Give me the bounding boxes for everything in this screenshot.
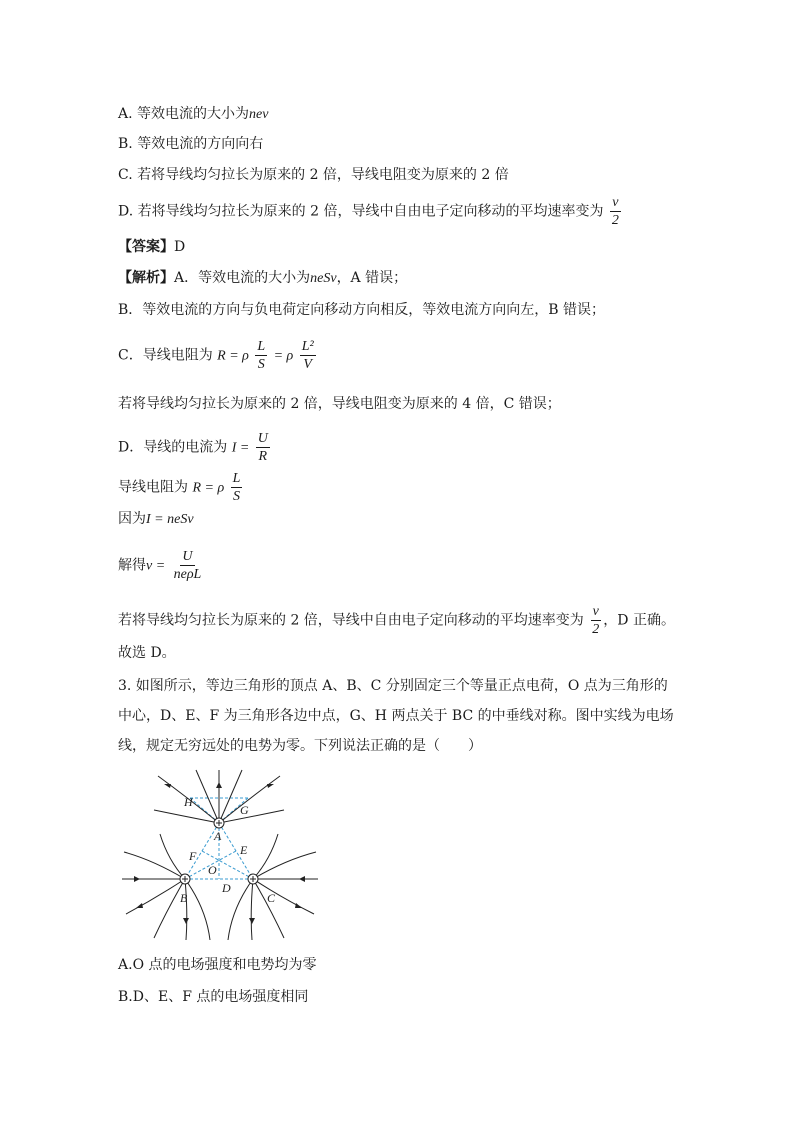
- analysis-c-result: 若将导线均匀拉长为原来的 2 倍，导线电阻变为原来的 4 倍，C 错误；: [118, 396, 561, 412]
- analysis-b-line: B．等效电流的方向与负电荷定向移动方向相反，等效电流方向向左，B 错误；: [118, 302, 606, 318]
- analysis-conclusion: 故选 D。: [118, 645, 176, 661]
- analysis-because-line: 因为I = neSv: [118, 511, 194, 527]
- fraction: $\frac{\text{L²}}{V}$: [301, 339, 314, 372]
- analysis-solve-line: 解得v = $\frac{U}{\text{neρL}}$: [118, 549, 202, 582]
- option-d: D. 若将导线均匀拉长为原来的 2 倍，导线中自由电子定向移动的平均速率变为 $\frac{v}{2}$: [118, 195, 619, 228]
- label-c: C: [267, 891, 276, 905]
- charge-a: [214, 818, 224, 828]
- q3-line-3: 线，规定无穷远处的电势为零。下列说法正确的是（ ）: [118, 738, 482, 754]
- label-a: A: [214, 829, 222, 843]
- label-b: B: [180, 891, 188, 905]
- fraction: $\frac{U}{\text{neρL}}$: [173, 549, 202, 582]
- analysis-label: 【解析】: [118, 270, 174, 286]
- q3-line-2: 中心，D、E、F 为三角形各边中点，G、H 两点关于 BC 的中垂线对称。图中实线为电场: [118, 708, 674, 724]
- fraction: $\frac{v}{2}$: [611, 195, 619, 228]
- charge-c: [248, 874, 258, 884]
- analysis-c-line: C．导线电阻为 R = ρ $\frac{L}{S}$ = ρ $\frac{\text{L²}}{V}$: [118, 339, 314, 372]
- charge-b: [180, 874, 190, 884]
- analysis-d-line: D．导线的电流为 I = $\frac{U}{R}$: [118, 431, 268, 464]
- field-lines: [122, 770, 318, 940]
- label-f: F: [189, 849, 197, 863]
- fraction: $\frac{L}{S}$: [232, 471, 241, 504]
- q3-line-1: 3. 如图所示，等边三角形的顶点 A、B、C 分别固定三个等量正点电荷，O 点为三角形的: [118, 678, 668, 694]
- electric-field-figure: [118, 768, 322, 944]
- answer-line: [118, 237, 185, 257]
- label-e: E: [240, 843, 248, 857]
- q3-option-b: B.D、E、F 点的电场强度相同: [118, 989, 309, 1005]
- label-g: G: [240, 803, 249, 817]
- answer-value: D: [174, 239, 186, 255]
- analysis-r-line: 导线电阻为 R = ρ $\frac{L}{S}$: [118, 471, 241, 504]
- label-o: O: [208, 863, 217, 877]
- option-c: C. 若将导线均匀拉长为原来的 2 倍，导线电阻变为原来的 2 倍: [118, 167, 509, 183]
- option-a: A. 等效电流的大小为nev: [118, 106, 269, 122]
- label-d: D: [222, 881, 231, 895]
- fraction: $\frac{U}{R}$: [257, 431, 268, 464]
- answer-label: 【答案】: [118, 239, 174, 255]
- fraction: $\frac{v}{2}$: [592, 604, 600, 637]
- fraction: $\frac{L}{S}$: [257, 339, 266, 372]
- analysis-a-line: 【解析】A．等效电流的大小为neSv，A 错误；: [118, 270, 408, 286]
- option-b: B. 等效电流的方向向右: [118, 136, 264, 152]
- analysis-d-result: 若将导线均匀拉长为原来的 2 倍，导线中自由电子定向移动的平均速率变为 $\frac{v}{2}$ ，D 正确。: [118, 604, 675, 637]
- label-h: H: [184, 795, 193, 809]
- q3-option-a: A.O 点的电场强度和电势均为零: [118, 957, 317, 973]
